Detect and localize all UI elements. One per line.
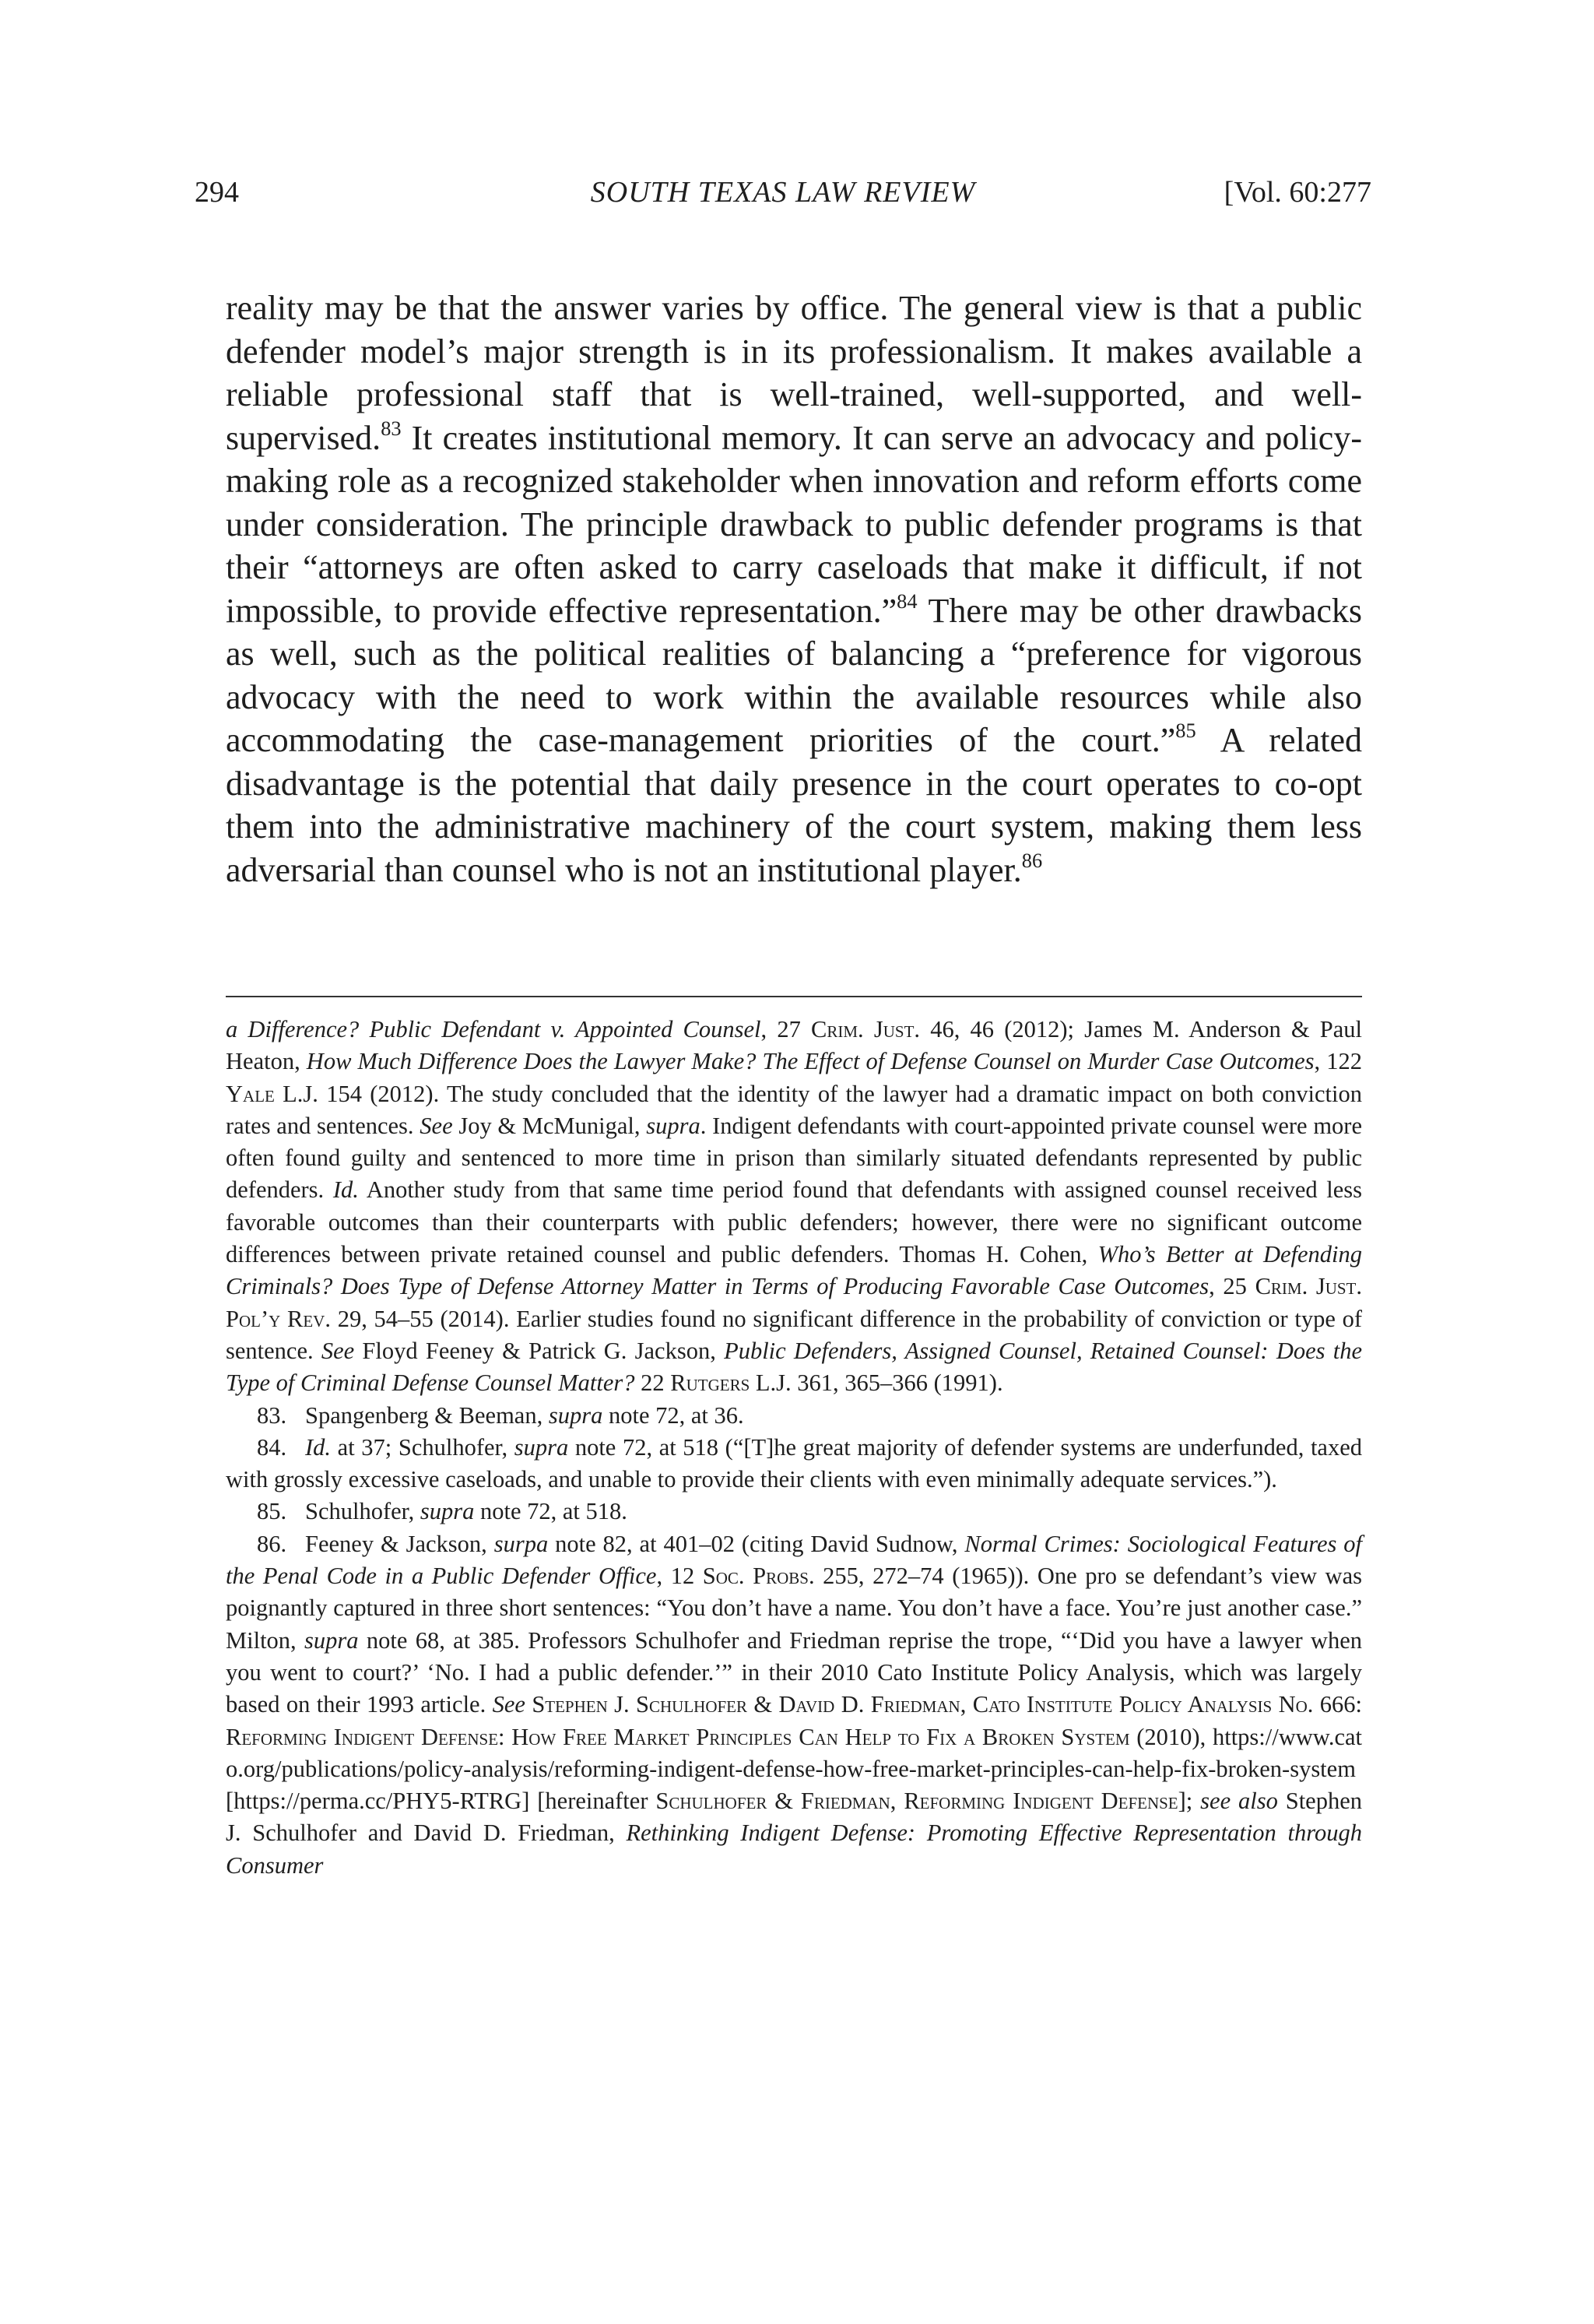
footnote-text: at 37; Schulhofer, <box>331 1433 514 1461</box>
signal: See <box>321 1337 355 1364</box>
body-sentence: A related disadvantage is the potential that daily presence in the court operates to co-opt them into the administrative machinery of the court system, making them less adversarial than counsel who is not an institutional player. <box>226 721 1362 889</box>
short-title: Schulhofer & Friedman, Reforming Indigent Defense <box>655 1788 1178 1815</box>
footnote-text: . Indigent defendants with court-appointed private counsel were more often found guilty and sentenced to more time in prison than similarly situated defendants represented by public defenders. <box>226 1112 1362 1204</box>
article-title: Rethinking Indigent Defense: Promoting Effective Representation through Consumer <box>226 1819 1362 1879</box>
footnote-text: , 12 <box>656 1563 703 1590</box>
signal: see also <box>1200 1788 1278 1815</box>
footnote-text: , 25 <box>1209 1273 1255 1300</box>
footnote-number: 86. <box>257 1530 287 1557</box>
footnote-text: (2010), <box>1129 1723 1213 1750</box>
journal-title: SOUTH TEXAS LAW REVIEW <box>590 176 976 209</box>
article-title: Public Defenders, Assigned Counsel, Retained Counsel: Does the Type of Criminal Defense Counsel Matter? <box>226 1337 1362 1397</box>
footnote-number: 84. <box>257 1433 287 1461</box>
body-sentence: reality may be that the answer varies by office. The general view is that a public defender model’s major strength is in its professionalism. It makes available a reliable professional staff that is well-trained, well-supported, and well-supervised. <box>226 289 1362 457</box>
article-title: How Much Difference Does the Lawyer Make? The Effect of Defense Counsel on Murder Case Outcomes <box>306 1048 1315 1075</box>
footnote-text: Joy & McMunigal, <box>452 1112 647 1139</box>
body-sentence: There may be other drawbacks as well, such as the political realities of balancing a “preference for vigorous advocacy with the need to work within the available resources while also accommodating the case-management priorities of the court.” <box>226 591 1362 759</box>
main-text <box>226 287 1362 891</box>
footnote-ref: 85 <box>1175 719 1196 743</box>
footnote-84 <box>226 1432 1362 1496</box>
article-title: Who’s Better at Defending Criminals? Does Type of Defense Attorney Matter in Terms of Producing Favorable Case Outcomes <box>226 1241 1363 1300</box>
footnote-text: 361, 365–366 (1991). <box>791 1369 1003 1397</box>
body-sentence: It creates institutional memory. It can serve an advocacy and policy-making role as a recognized stakeholder when innovation and reform efforts come under consideration. The principle drawback to public defender programs is that their “attorneys are often asked to carry caseloads that make it difficult, if not impossible, to provide effective representation.” <box>226 418 1362 630</box>
footnote-text: ]; <box>1178 1788 1201 1815</box>
footnote-text: Stephen J. Schulhofer and David D. Friedman, <box>226 1788 1362 1847</box>
signal: supra <box>514 1433 569 1461</box>
footnote-85 <box>226 1496 1362 1528</box>
footnote-text: 22 <box>634 1369 671 1397</box>
footnote-text: , 122 <box>1314 1048 1363 1075</box>
footnote-text: note 82, at 401–02 (citing David Sudnow, <box>548 1530 965 1557</box>
footnote-text: note 72, at 518. <box>474 1498 627 1525</box>
footnote-number: 85. <box>257 1498 287 1525</box>
signal: Id. <box>332 1176 359 1204</box>
footnote-text: [https://perma.cc/PHY5-RTRG] [hereinafter <box>226 1788 656 1815</box>
footnote-83 <box>226 1400 1362 1432</box>
footnote-text: note 68, at 385. Professors Schulhofer and Friedman reprise the trope, “‘Did you have a lawyer when you went to court?’ ‘No. I had a public defender.’” in their 2010 Cato Institute Policy Analysis, which was largely based on their 1993 article. <box>226 1626 1362 1718</box>
footnote-text: Schulhofer, <box>305 1498 420 1525</box>
article-title: Normal Crimes: Sociological Features of the Penal Code in a Public Defender Office <box>226 1530 1362 1590</box>
footnote-text: Spangenberg & Beeman, <box>305 1401 549 1429</box>
footnote-number: 83. <box>257 1401 287 1429</box>
source-url-link[interactable]: https://www.cato.org/publications/policy-analysis/reforming-indigent-defense-how-free-market-principles-can-help-fix-broken-system <box>226 1723 1362 1782</box>
journal-abbrev: Crim. Just. <box>811 1016 921 1042</box>
signal: See <box>492 1691 525 1718</box>
signal: Id. <box>305 1433 332 1461</box>
footnote-ref: 83 <box>381 416 402 440</box>
footnote-text: 154 (2012). The study concluded that the identity of the lawyer had a dramatic impact on both conviction rates and sentences. <box>226 1080 1362 1139</box>
signal: supra <box>548 1401 603 1429</box>
footnote-text: Floyd Feeney & Patrick G. Jackson, <box>354 1337 725 1364</box>
journal-abbrev: Yale L.J. <box>226 1080 318 1107</box>
footnote-text: 255, 272–74 (1965)). One pro se defendant’s view was poignantly captured in three short sentences: “You don’t have a name. You don’t have a face. You’re just another case.” Milton, <box>226 1563 1362 1654</box>
footnote-86 <box>226 1528 1362 1882</box>
footnote-text: Another study from that same time period found that defendants with assigned counsel received less favorable outcomes than their counterparts with public defenders; however, there were no significant outcome differences between private retained counsel and public defenders. Thomas H. Cohen, <box>226 1176 1363 1268</box>
journal-abbrev: Rutgers L.J. <box>670 1369 792 1397</box>
report-title: Stephen J. Schulhofer & David D. Friedman, Cato Institute Policy Analysis No. 666: Reforming Indigent Defense: How Free Market Principles Can Help to Fix a Broken System <box>226 1691 1362 1750</box>
footnote-continuation <box>226 1014 1362 1400</box>
footnotes <box>226 1014 1362 1882</box>
signal: supra <box>646 1112 700 1139</box>
footnote-divider <box>226 996 1362 997</box>
body-paragraph <box>226 287 1362 891</box>
footnote-ref: 84 <box>897 589 918 613</box>
footnote-text: 46, 46 (2012); James M. Anderson & Paul Heaton, <box>226 1016 1363 1075</box>
journal-abbrev: Soc. Probs. <box>702 1563 815 1590</box>
case-title: a Difference? Public Defendant v. Appointed Counsel <box>226 1016 761 1042</box>
footnote-text: Feeney & Jackson, <box>305 1530 494 1557</box>
footnote-text: note 72, at 518 (“[T]he great majority of defender systems are underfunded, taxed with grossly excessive caseloads, and unable to provide their clients with even minimally adequate services.”). <box>226 1433 1363 1493</box>
signal: surpa <box>493 1530 549 1557</box>
signal: supra <box>304 1626 359 1654</box>
page-number: 294 <box>195 176 239 209</box>
signal: See <box>420 1112 453 1139</box>
journal-abbrev: Crim. Just. Pol’y Rev. <box>226 1273 1362 1332</box>
signal: supra <box>420 1498 475 1525</box>
footnote-text: 29, 54–55 (2014). Earlier studies found no significant difference in the probability of conviction or type of sentence. <box>226 1305 1362 1364</box>
footnote-ref: 86 <box>1021 848 1043 872</box>
volume-citation: [Vol. 60:277 <box>1224 176 1371 209</box>
footnote-text: , 27 <box>760 1016 812 1042</box>
running-header <box>195 175 1371 219</box>
footnote-text: note 72, at 36. <box>602 1401 744 1429</box>
